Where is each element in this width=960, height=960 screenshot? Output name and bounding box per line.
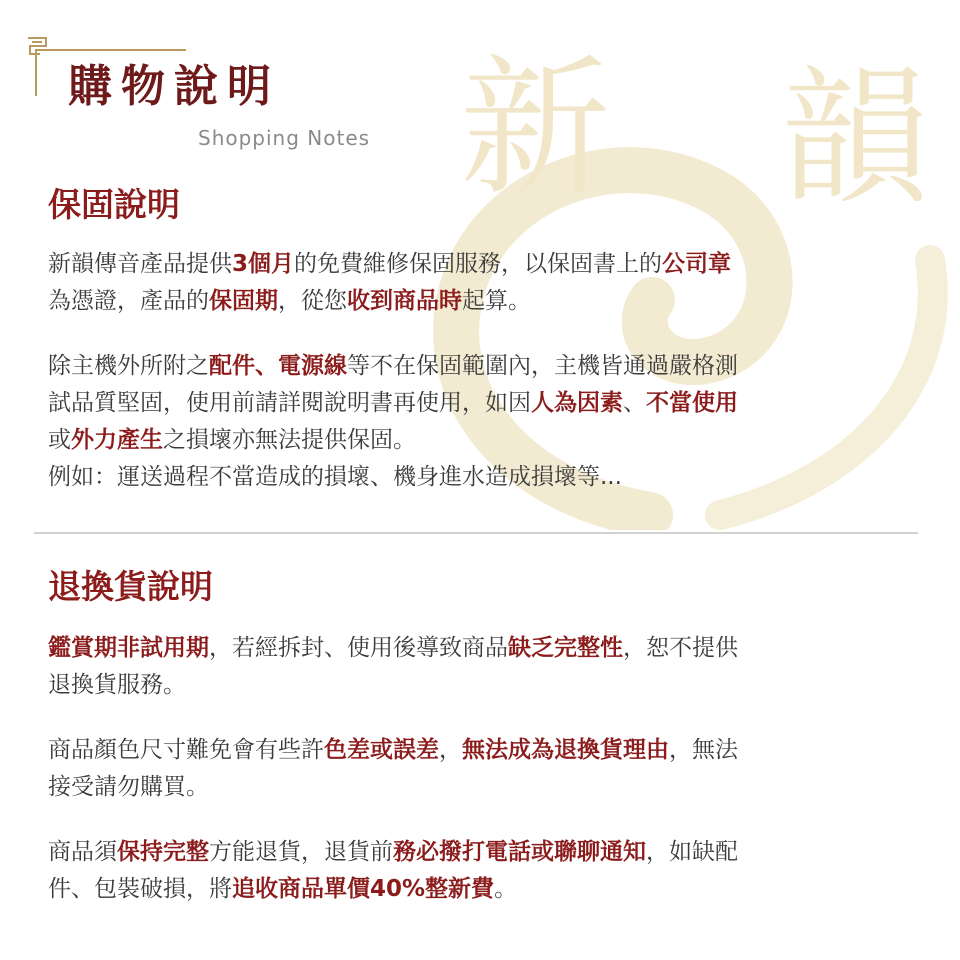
body-text: ，恕不提供 — [623, 635, 738, 661]
body-text: 的免費維修保固服務，以保固書上的 — [294, 251, 663, 277]
body-text: 起算。 — [462, 288, 531, 314]
text-line — [48, 283, 918, 320]
watermark-char-2: 韻 — [780, 52, 931, 226]
text-line — [48, 834, 918, 871]
body-text: 退換貨服務。 — [48, 672, 186, 698]
highlight-text: 鑑賞期非試用期 — [48, 635, 209, 661]
text-line — [48, 348, 918, 385]
text-line — [48, 630, 918, 667]
body-text: 商品須 — [48, 839, 117, 865]
highlight-text: 務必撥打電話或聯聊通知 — [393, 839, 646, 865]
body-text: ，從您 — [278, 288, 347, 314]
text-line — [48, 459, 918, 496]
text-line — [48, 422, 918, 459]
highlight-text: 保固期 — [209, 288, 278, 314]
page-title: 購物說明 — [68, 61, 280, 112]
body-text: 商品顏色尺寸難免會有些許 — [48, 737, 324, 763]
returns-paragraph-3 — [48, 834, 918, 908]
text-line — [48, 732, 918, 769]
highlight-text: 人為因素 — [531, 390, 623, 416]
highlight-text: 3個月 — [232, 251, 295, 277]
body-text: 件、包裝破損，將 — [48, 876, 232, 902]
highlight-text: 追收商品單價40%整新費 — [232, 876, 495, 902]
highlight-text: 保持完整 — [117, 839, 209, 865]
warranty-section-title: 保固說明 — [48, 185, 180, 224]
body-text: ，若經拆封、使用後導致商品 — [209, 635, 508, 661]
body-text: ，無法 — [669, 737, 738, 763]
warranty-paragraph-2 — [48, 348, 918, 496]
page-subtitle: Shopping Notes — [198, 126, 371, 150]
highlight-text: 缺乏完整性 — [508, 635, 623, 661]
highlight-text: 無法成為退換貨理由 — [462, 737, 669, 763]
body-text: 除主機外所附之 — [48, 353, 209, 379]
text-line — [48, 769, 918, 806]
returns-paragraph-2 — [48, 732, 918, 806]
body-text: 或 — [48, 427, 71, 453]
watermark-char-1: 新 — [460, 42, 611, 216]
body-text: ，如缺配 — [646, 839, 738, 865]
body-text: 方能退貨，退貨前 — [209, 839, 393, 865]
body-text: 為憑證，產品的 — [48, 288, 209, 314]
body-text: 例如：運送過程不當造成的損壞、機身進水造成損壞等... — [48, 464, 622, 490]
text-line — [48, 246, 918, 283]
text-line — [48, 385, 918, 422]
body-text: 接受請勿購買。 — [48, 774, 209, 800]
body-text: 等不在保固範圍內，主機皆通過嚴格測 — [347, 353, 738, 379]
highlight-text: 收到商品時 — [347, 288, 462, 314]
returns-section-title: 退換貨說明 — [48, 567, 213, 606]
highlight-text: 色差或誤差 — [324, 737, 439, 763]
highlight-text: 配件、電源線 — [209, 353, 347, 379]
body-text: 新韻傳音產品提供 — [48, 251, 232, 277]
text-line — [48, 871, 918, 908]
returns-paragraph-1 — [48, 630, 918, 704]
warranty-paragraph-1 — [48, 246, 918, 320]
body-text: 之損壞亦無法提供保固。 — [163, 427, 416, 453]
section-divider — [34, 532, 918, 534]
highlight-text: 公司章 — [662, 251, 732, 277]
body-text: 。 — [494, 876, 518, 902]
body-text: ， — [439, 737, 462, 763]
text-line — [48, 667, 918, 704]
body-text: 、 — [623, 390, 646, 416]
highlight-text: 外力產生 — [71, 427, 163, 453]
highlight-text: 不當使用 — [646, 390, 738, 416]
body-text: 試品質堅固，使用前請詳閱說明書再使用，如因 — [48, 390, 531, 416]
